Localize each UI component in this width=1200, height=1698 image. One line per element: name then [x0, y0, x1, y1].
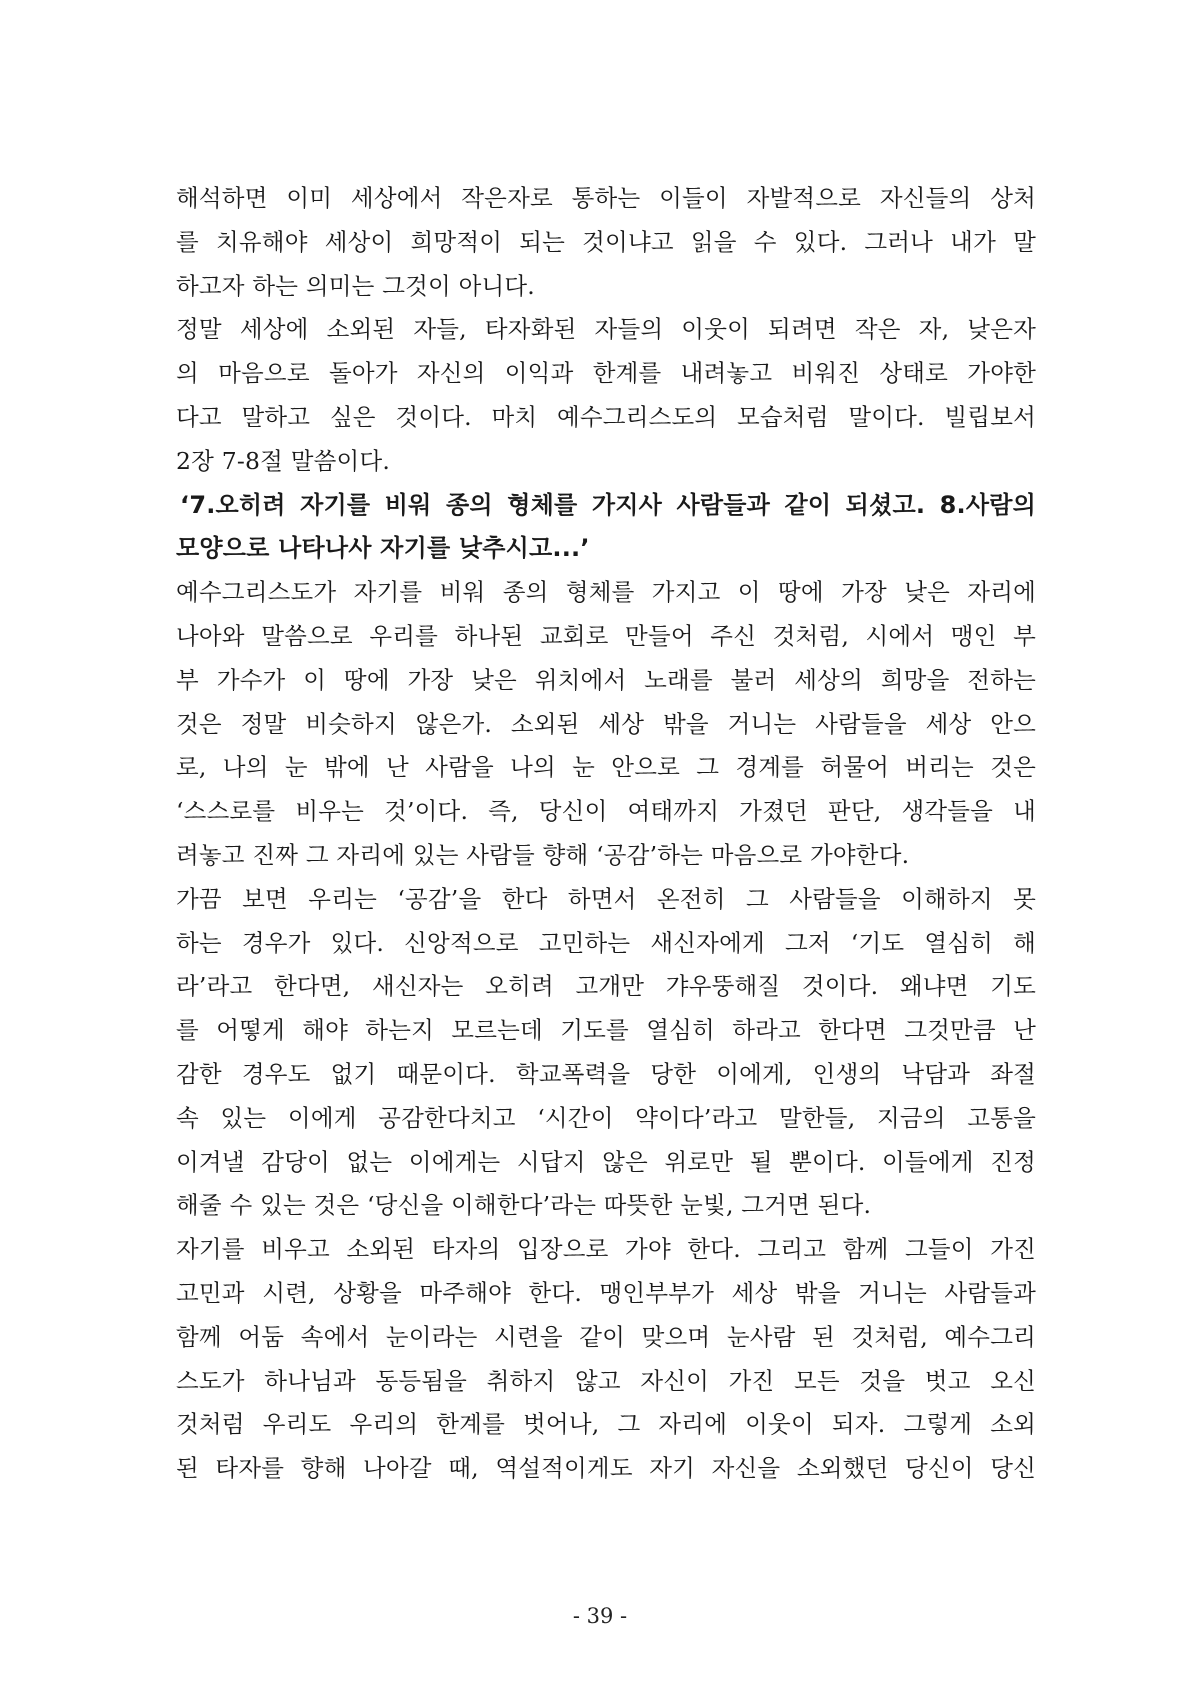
text-line: 이겨낼 감당이 없는 이에게는 시답지 않은 위로만 될 뿐이다. 이들에게 진정 — [176, 1147, 1036, 1176]
text-line: 를 치유해야 세상이 희망적이 되는 것이냐고 읽을 수 있다. 그러나 내가 말 — [176, 227, 1036, 256]
text-line: 것은 정말 비슷하지 않은가. 소외된 세상 밖을 거니는 사람들을 세상 안으 — [176, 709, 1036, 738]
text-line: 려놓고 진짜 그 자리에 있는 사람들 향해 ‘공감’하는 마음으로 가야한다. — [176, 840, 910, 869]
text-line: ‘스스로를 비우는 것’이다. 즉, 당신이 여태까지 가졌던 판단, 생각들을 내 — [176, 797, 1036, 826]
text-line: 하는 경우가 있다. 신앙적으로 고민하는 새신자에게 그저 ‘기도 열심히 해 — [176, 928, 1036, 957]
text-line: 예수그리스도가 자기를 비워 종의 형체를 가지고 이 땅에 가장 낮은 자리에 — [176, 578, 1036, 607]
text-line: 부 가수가 이 땅에 가장 낮은 위치에서 노래를 불러 세상의 희망을 전하는 — [176, 665, 1036, 694]
text-line: 정말 세상에 소외된 자들, 타자화된 자들의 이웃이 되려면 작은 자, 낮은자 — [176, 315, 1036, 344]
text-line: 고민과 시련, 상황을 마주해야 한다. 맹인부부가 세상 밖을 거니는 사람들과 — [176, 1278, 1036, 1307]
text-line: 속 있는 이에게 공감한다치고 ‘시간이 약이다’라고 말한들, 지금의 고통을 — [176, 1103, 1036, 1132]
text-line: 함께 어둠 속에서 눈이라는 시련을 같이 맞으며 눈사람 된 것처럼, 예수그리 — [176, 1322, 1036, 1351]
text-line: 나아와 말씀으로 우리를 하나된 교회로 만들어 주신 것처럼, 시에서 맹인 부 — [176, 621, 1036, 650]
text-line: 를 어떻게 해야 하는지 모르는데 기도를 열심히 하라고 한다면 그것만큼 난 — [176, 1016, 1036, 1045]
text-line: 해석하면 이미 세상에서 작은자로 통하는 이들이 자발적으로 자신들의 상처 — [176, 184, 1036, 212]
text-line: 감한 경우도 없기 때문이다. 학교폭력을 당한 이에게, 인생의 낙담과 좌절 — [176, 1059, 1036, 1088]
text-line: 2장 7-8절 말씀이다. — [176, 446, 391, 475]
text-line: 스도가 하나님과 동등됨을 취하지 않고 자신이 가진 모든 것을 벗고 오신 — [176, 1366, 1036, 1395]
text-line: 해줄 수 있는 것은 ‘당신을 이해한다’라는 따뜻한 눈빛, 그거면 된다. — [176, 1191, 872, 1220]
scripture-quote-line: ‘7.오히려 자기를 비워 종의 형체를 가지사 사람들과 같이 되셨고. 8.사람의 — [180, 490, 1036, 519]
page-number: - 39 - — [572, 1604, 628, 1628]
text-line: 로, 나의 눈 밖에 난 사람을 나의 눈 안으로 그 경계를 허물어 버리는 것은 — [176, 753, 1036, 782]
text-line: 라’라고 한다면, 새신자는 오히려 고개만 갸우뚱해질 것이다. 왜냐면 기도 — [176, 972, 1036, 1001]
text-line: 자기를 비우고 소외된 타자의 입장으로 가야 한다. 그리고 함께 그들이 가진 — [176, 1235, 1036, 1264]
text-line: 하고자 하는 의미는 그것이 아니다. — [176, 271, 535, 300]
text-line: 의 마음으로 돌아가 자신의 이익과 한계를 내려놓고 비워진 상태로 가야한 — [176, 359, 1036, 388]
text-line: 가끔 보면 우리는 ‘공감’을 한다 하면서 온전히 그 사람들을 이해하지 못 — [176, 884, 1036, 913]
text-line: 된 타자를 향해 나아갈 때, 역설적이게도 자기 자신을 소외했던 당신이 당신 — [176, 1454, 1036, 1483]
text-line: 것처럼 우리도 우리의 한계를 벗어나, 그 자리에 이웃이 되자. 그렇게 소외 — [176, 1410, 1036, 1439]
text-line: 다고 말하고 싶은 것이다. 마치 예수그리스도의 모습처럼 말이다. 빌립보서 — [176, 402, 1036, 431]
scripture-quote-line: 모양으로 나타나사 자기를 낮추시고...’ — [176, 534, 590, 563]
document-body — [176, 177, 1036, 1491]
